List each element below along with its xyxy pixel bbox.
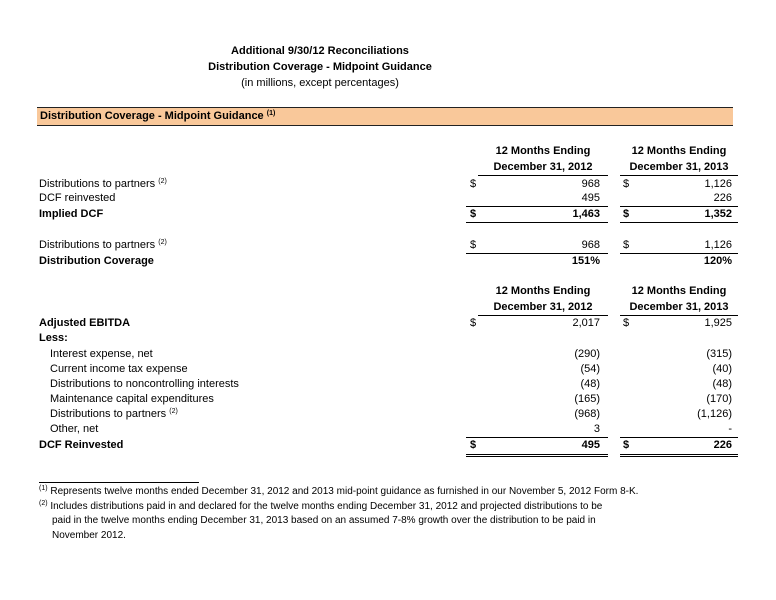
subtotal-rule <box>620 206 738 207</box>
col2-header-rule <box>620 175 738 176</box>
footnote-separator <box>39 482 199 483</box>
footnote-1-text: Represents twelve months ended December 31, 2012 and 2013 mid-point guidance as furnished in our November 5, 2012 Form 8-K. <box>50 486 639 497</box>
row-distributions-partners-text: Distributions to partners <box>50 408 167 420</box>
units-note: (in millions, except percentages) <box>241 77 399 89</box>
col2-header-line1: 12 Months Ending <box>631 145 727 157</box>
col1-header-line2: December 31, 2012 <box>493 161 593 173</box>
row-distributions-partners-2012: (968) <box>574 408 600 420</box>
row-adjusted-ebitda-label: Adjusted EBITDA <box>39 317 131 329</box>
col1-header-2 <box>478 283 608 315</box>
col1-header <box>478 143 608 175</box>
row-dcf-reinvested-total-label: DCF Reinvested <box>39 439 124 451</box>
row-dcf-reinvested-total-2012: 495 <box>581 439 600 451</box>
subtotal-rule <box>466 253 608 254</box>
row-other-net-label: Other, net <box>50 423 99 435</box>
row-noncontrolling-label: Distributions to noncontrolling interests <box>50 378 239 390</box>
footnote-1 <box>39 485 638 497</box>
row-dcf-reinvested-label: DCF reinvested <box>39 192 116 204</box>
band-title <box>40 110 275 122</box>
row-dcf-reinvested-total-2013: 226 <box>713 439 732 451</box>
currency-symbol: $ <box>623 178 630 190</box>
footnote-ref: (2) <box>158 178 167 185</box>
row-implied-dcf-label: Implied DCF <box>39 208 104 220</box>
row-other-net-2012: 3 <box>593 423 600 435</box>
footnote-2-line3: November 2012. <box>52 530 126 541</box>
col2-header-line1: 12 Months Ending <box>631 285 727 297</box>
row-implied-dcf-2013: 1,352 <box>704 208 732 220</box>
page-subtitle: Distribution Coverage - Midpoint Guidance <box>208 61 432 73</box>
row-income-tax-2013: (40) <box>712 363 732 375</box>
row-maintenance-capex-label: Maintenance capital expenditures <box>50 393 214 405</box>
row-distributions-label <box>39 178 167 190</box>
col1-header-line1: 12 Months Ending <box>495 285 591 297</box>
row-other-net-2013: - <box>728 423 732 435</box>
row-distributions-partners-2013: (1,126) <box>697 408 732 420</box>
row-interest-expense-2012: (290) <box>574 348 600 360</box>
currency-symbol: $ <box>470 439 477 451</box>
row-distribution-coverage-label: Distribution Coverage <box>39 255 154 267</box>
currency-symbol: $ <box>470 178 477 190</box>
row-interest-expense-label: Interest expense, net <box>50 348 153 360</box>
row-distributions2-label <box>39 239 167 251</box>
total-rule <box>466 222 608 223</box>
currency-symbol: $ <box>623 239 630 251</box>
row-distributions2-2012: 968 <box>581 239 600 251</box>
currency-symbol: $ <box>470 239 477 251</box>
currency-symbol: $ <box>623 208 630 220</box>
col2-header-2 <box>620 283 738 315</box>
total-rule <box>620 222 738 223</box>
section-band <box>37 107 733 126</box>
currency-symbol: $ <box>470 208 477 220</box>
subtotal-rule <box>620 253 738 254</box>
row-adjusted-ebitda-2013: 1,925 <box>704 317 732 329</box>
row-distributions-2013: 1,126 <box>704 178 732 190</box>
col1-header-line1: 12 Months Ending <box>495 145 591 157</box>
currency-symbol: $ <box>623 317 630 329</box>
row-distribution-coverage-2013: 120% <box>703 255 732 267</box>
footnote-ref: (2) <box>169 408 178 415</box>
footnote-2-line1: Includes distributions paid in and declared for the twelve months ending December 31, 2012 and projected distributions to be <box>50 501 603 512</box>
row-dcf-reinvested-2013: 226 <box>713 192 732 204</box>
double-total-rule <box>466 454 608 457</box>
footnote-1-mark: (1) <box>39 485 48 492</box>
col2-header-line2: December 31, 2013 <box>629 301 729 313</box>
less-label: Less: <box>39 332 68 344</box>
row-dcf-reinvested-2012: 495 <box>581 192 600 204</box>
col1-header-rule <box>478 175 608 176</box>
row-distribution-coverage-2012: 151% <box>571 255 600 267</box>
subtotal-rule <box>466 206 608 207</box>
footnote-2-mark: (2) <box>39 500 48 507</box>
row-distributions-partners-label <box>50 408 178 420</box>
footnote-2 <box>39 500 602 512</box>
row-distributions-2012: 968 <box>581 178 600 190</box>
row-adjusted-ebitda-2012: 2,017 <box>572 317 600 329</box>
row-interest-expense-2013: (315) <box>706 348 732 360</box>
band-footnote-ref: (1) <box>266 110 276 117</box>
row-distributions2-2013: 1,126 <box>704 239 732 251</box>
footnote-ref: (2) <box>158 239 167 246</box>
footnote-2-line2: paid in the twelve months ending December 31, 2013 based on an assumed 7-8% growth over the distribution to be paid in <box>52 515 596 526</box>
subtotal-rule <box>466 437 608 438</box>
row-implied-dcf-2012: 1,463 <box>572 208 600 220</box>
col1-header-line2: December 31, 2012 <box>493 301 593 313</box>
row-distributions2-text: Distributions to partners <box>39 239 156 251</box>
page-title: Additional 9/30/12 Reconciliations <box>231 45 409 57</box>
double-total-rule <box>620 454 738 457</box>
subtotal-rule <box>620 437 738 438</box>
band-title-text: Distribution Coverage - Midpoint Guidance <box>40 110 264 122</box>
row-income-tax-2012: (54) <box>580 363 600 375</box>
row-income-tax-label: Current income tax expense <box>50 363 188 375</box>
col2-header-line2: December 31, 2013 <box>629 161 729 173</box>
col2-header <box>620 143 738 175</box>
row-maintenance-capex-2012: (165) <box>574 393 600 405</box>
row-noncontrolling-2013: (48) <box>712 378 732 390</box>
col1-header-rule <box>478 315 608 316</box>
row-distributions-text: Distributions to partners <box>39 178 156 190</box>
col2-header-rule <box>620 315 738 316</box>
row-noncontrolling-2012: (48) <box>580 378 600 390</box>
row-maintenance-capex-2013: (170) <box>706 393 732 405</box>
currency-symbol: $ <box>470 317 477 329</box>
currency-symbol: $ <box>623 439 630 451</box>
